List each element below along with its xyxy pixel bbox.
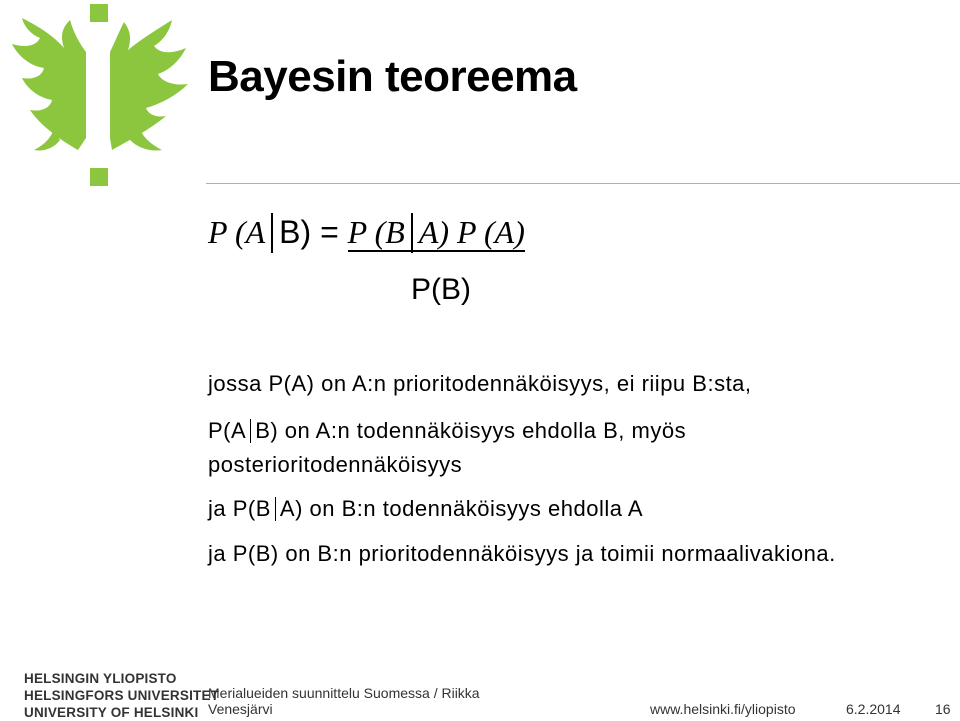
text-line-1: jossa P(A) on A:n prioritodennäköisyys, ei riipu B:sta, [208, 371, 752, 396]
university-name-fi: HELSINGIN YLIOPISTO [24, 671, 177, 686]
text-line-2a: P(A [208, 418, 247, 443]
conditional-bar [275, 497, 276, 521]
university-name-sv: HELSINGFORS UNIVERSITET [24, 688, 220, 703]
bayes-formula [208, 212, 525, 253]
university-name-en: UNIVERSITY OF HELSINKI [24, 705, 199, 720]
text-line-2b: B) on A:n todennäköisyys ehdolla B, myös [255, 418, 687, 443]
slide-title: Bayesin teoreema [208, 52, 577, 101]
helsinki-flame-logo-icon [0, 0, 200, 190]
formula-lhs-open: P (A [208, 214, 266, 250]
text-line-4b: A) on B:n todennäköisyys ehdolla A [279, 496, 644, 521]
formula-numerator [348, 214, 525, 252]
conditional-bar [411, 213, 413, 253]
footer-date: 6.2.2014 [846, 701, 901, 717]
text-line-2 [208, 418, 686, 444]
conditional-bar [271, 213, 273, 253]
text-line-3: posterioritodennäköisyys [208, 452, 463, 477]
text-line-4 [208, 496, 643, 522]
course-line-1: Merialueiden suunnittelu Suomessa / Riikka [208, 685, 480, 701]
conditional-bar [250, 419, 251, 443]
footer-url: www.helsinki.fi/yliopisto [650, 701, 796, 717]
text-line-5: ja P(B) on B:n prioritodennäköisyys ja toimii normaalivakiona. [208, 541, 836, 566]
title-divider [206, 183, 960, 184]
course-line-2: Venesjärvi [208, 701, 273, 717]
university-name-logo [24, 670, 219, 721]
formula-num-part1: P (B [347, 214, 405, 250]
formula-denominator: P(B) [411, 273, 471, 306]
text-line-4a: ja P(B [208, 496, 271, 521]
formula-lhs-close: B) = [279, 214, 339, 250]
page-number: 16 [935, 701, 951, 717]
formula-num-part2: A) P (A) [418, 214, 525, 250]
